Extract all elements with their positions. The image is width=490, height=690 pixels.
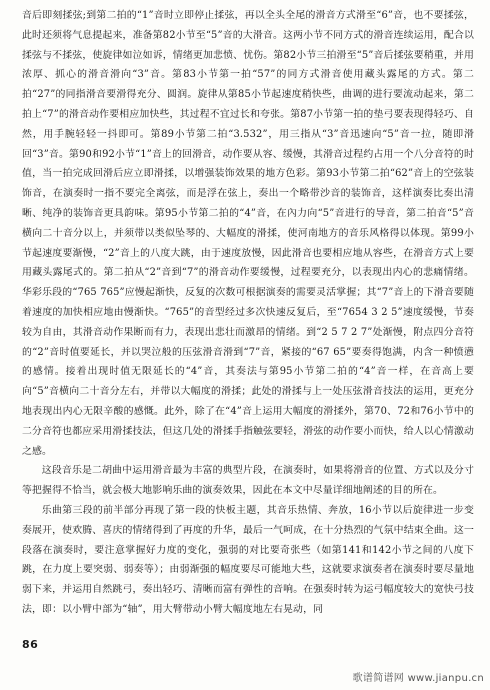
page-number: 86 bbox=[22, 638, 39, 651]
paragraph-1: 音后即刻揉弦;到第二拍的“1”音时立即停止揉弦，再以全头全尾的滑音方式滑至“6”音，也不要揉弦，此时还须将气息提起来，准备第82小节至“5”音的大滑音。这两小节不同方式的滑音连续运用，配合以揉弦与不揉弦，使旋律如泣如诉，情绪更加悲愤、忧伤。第82小节三拍滑至“5”音后揉弦要稍重，并用浓厚、抓心的滑音滑向“3”音。第83小节第一拍“57”的同方式滑音使用藏头露尾的方式。第二拍“27”的同指滑音要滑得充分、圆润。旋律从第85小节起速度稍快些，曲调的进行要流动起来，第二拍上“7”的滑音动作要相应加快些，其过程不宜过长和夸张。第87小节第一拍的垫弓要表现得轻巧、自然，用手腕轻轻一抖即可。第89小节第二拍“3.532”，用三指从“3”音迅速向“5”音一拉，随即滑回“3”音。第90和92小节“1”音上的回滑音，动作要从容、缓慢，其滑音过程约占用一个八分音符的时值，当一拍完成回滑后应立即滑揉，以增强装饰效果的地方色彩。第93小节第二拍“62”音上的空弦装饰音，在演奏时一指不要完全离弦，而是浮在弦上，奏出一个略带沙音的装饰音，这样演奏比奏出清晰、纯净的装饰音更具韵味。第95小节第二拍的“4”音，在內力向“5”音进行的导音，第二拍音“5”音横向二十音分以上，并须带以类似坠琴的、大幅度的滑揉，使河南地方的音乐风格得以体现。第99小节起速度要渐慢，“2”音上的八度大跳，由于速度放慢，因此滑音也要相应地从容些，在滑音方式上要用藏头露尾式的。第二拍从“2”音到“7”的滑音动作要缓慢，过程要充分，以表现出内心的悲痛情绪。华彩乐段的“765 765”应慢起渐快，反复的次数可根据演奏的需要灵活掌握；其“7”音上的下滑音要随着速度的加快相应地由慢渐快。“765”的音型经过多次快速反复后，至“7654 3 2 5”速度缓慢，节奏较为自由，其滑音动作果断而有力，表现出悲壮而激昂的情绪。到“2 5 7 2 7”处渐慢，附点四分音符的“2”音时值要延长，并以哭泣般的压弦滑音滑到“7”音，紧接的“67 65”要奏得饱满，内含一种愤懑的感情。接着出现时值无限延长的“4”音，其奏法与第95小节第二拍的“4”音一样，在音高上要向“5”音横向二十音分左右，并带以大幅度的滑揉；此处的滑揉与上一处压弦滑音技法的运用，更充分地表现出内心无限辛酸的感慨。此外，除了在“4”音上运用大幅度的滑揉外，第70、72和76小节中的二分音符也都应采用滑揉技法，但这几处的滑揉手指触弦要轻，滑弦的动作要小而快，给人以心情激动之感。 bbox=[22, 10, 474, 457]
paragraph-2: 这段音乐是二胡曲中运用滑音最为丰富的典型片段，在演奏时，如果将滑音的位置、方式以及分寸等把握得不恰当，就会极大地影响乐曲的演奏效果，因此在本文中尽量详细地阐述的目的所在。 bbox=[22, 465, 474, 497]
site-watermark: 歌谱简谱网 www.jianpu.cn bbox=[352, 673, 484, 684]
paragraph-3: 乐曲第三段的前半部分再现了第一段的快板主题，其音乐热情、奔放，16小节以后旋律进一步变奏展开，使欢腾、喜庆的情绪得到了再度的升华，最后一气呵成，在十分热烈的气氛中结束全曲。这一段落在演奏时，要注意掌握好力度的变化，强弱的对比要奇张些（如第141和142小节之间的八度下跳，在力度上要突弱、弱奏等）；由弱渐强的幅度要尽可能地大些，这就要求演奏者在演奏时要尽量地弱下来，并运用自然跳弓，奏出轻巧、清晰而富有弹性的音响。在强奏时转为运弓幅度较大的宽快弓技法，即：以小臂中部为“轴”，用大臂带动小臂大幅度地左右晃动，同 bbox=[22, 504, 474, 615]
body-text bbox=[22, 6, 474, 620]
